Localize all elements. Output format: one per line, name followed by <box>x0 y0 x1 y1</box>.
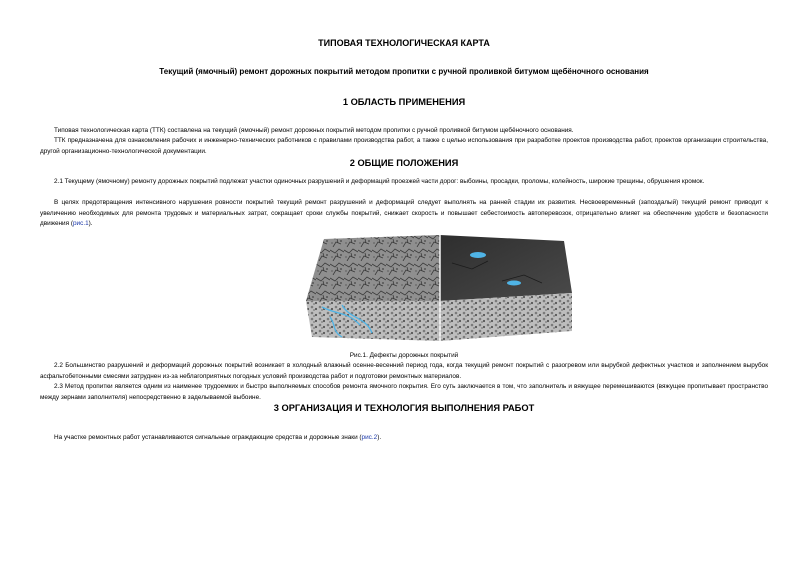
cracked-surface-left <box>306 235 440 301</box>
section-2-paragraph-1: 2.1 Текущему (ямочному) ремонту дорожных покрытий подлежат участки одиночных разрушений и деформаций проезжей части дорог: выбоины, просадки, проломы, колейность, широкие трещины, обрушения кромок. <box>54 178 705 185</box>
section-2-paragraph-4: 2.3 Метод пропитки является одним из наименее трудоемких и быстро выполняемых способов ремонта ямочного покрытия. Его суть заключается в том, что заполнитель и вяжущее перемешиваются (вяжущее пропитывает пространство между зернами заполнителя) непосредственно в заделываемой выбоине. <box>40 383 768 401</box>
section-3-paragraph-1: На участке ремонтных работ устанавливаются сигнальные ограждающие средства и дорожные знаки (рис.2). <box>54 434 382 441</box>
figure-1-caption: Рис.1. Дефекты дорожных покрытий <box>349 352 459 359</box>
water-puddle-1 <box>470 252 486 258</box>
figure-2-link[interactable]: рис.2 <box>361 434 378 441</box>
water-puddle-2 <box>507 281 521 286</box>
document-subtitle: Текущий (ямочный) ремонт дорожных покрытий методом пропитки с ручной проливкой битумом щебёночного основания <box>159 67 649 76</box>
road-defects-illustration <box>302 233 574 347</box>
document-title: ТИПОВАЯ ТЕХНОЛОГИЧЕСКАЯ КАРТА <box>318 38 490 48</box>
figure-1-link[interactable]: рис.1 <box>73 220 89 227</box>
section-1-paragraph-1: Типовая технологическая карта (ТТК) составлена на текущий (ямочный) ремонт дорожных покрытий методом пропитки с ручной проливкой битумом щебёночного основания. <box>54 127 574 134</box>
road-cross-section-right <box>440 293 572 341</box>
section-2-heading: 2 ОБЩИЕ ПОЛОЖЕНИЯ <box>349 158 459 168</box>
road-cross-section-left <box>306 301 440 341</box>
section-2-paragraph-2: В целях предотвращения интенсивного нарушения ровности покрытий текущий ремонт разрушений и деформаций следует выполнять на ранней стадии их развития. Несвоевременный (запоздалый) текущий ремонт приводит к увеличению необходимых для ремонта трудовых и материальных затрат, сокращает сроки службы покрытий, снижает скорость и повышает себестоимость автоперевозок, отрицательно влияет на обеспечение удобств и безопасности движения (рис.1). <box>40 199 768 227</box>
section-1-paragraph-2: ТТК предназначена для ознакомления рабочих и инженерно-технических работников с правилами производства работ, а также с целью использования при разработке проектов производства работ, проектов организации строительства, другой организационно-технологической документации. <box>40 137 768 155</box>
section-2-paragraph-3: 2.2 Большинство разрушений и деформаций дорожных покрытий возникает в холодный влажный осенне-весенний период года, когда текущий ремонт покрытий с разогревом или вырубкой дефектных участков и заполнением вырубок асфальтобетонными смесями затруднен из-за неблагоприятных погодных условий производства работ и подготовки ремонтных материалов. <box>40 362 768 380</box>
section-3-heading: 3 ОРГАНИЗАЦИЯ И ТЕХНОЛОГИЯ ВЫПОЛНЕНИЯ РАБОТ <box>273 403 535 413</box>
asphalt-surface-right <box>440 235 572 301</box>
section-1-heading: 1 ОБЛАСТЬ ПРИМЕНЕНИЯ <box>342 97 466 107</box>
